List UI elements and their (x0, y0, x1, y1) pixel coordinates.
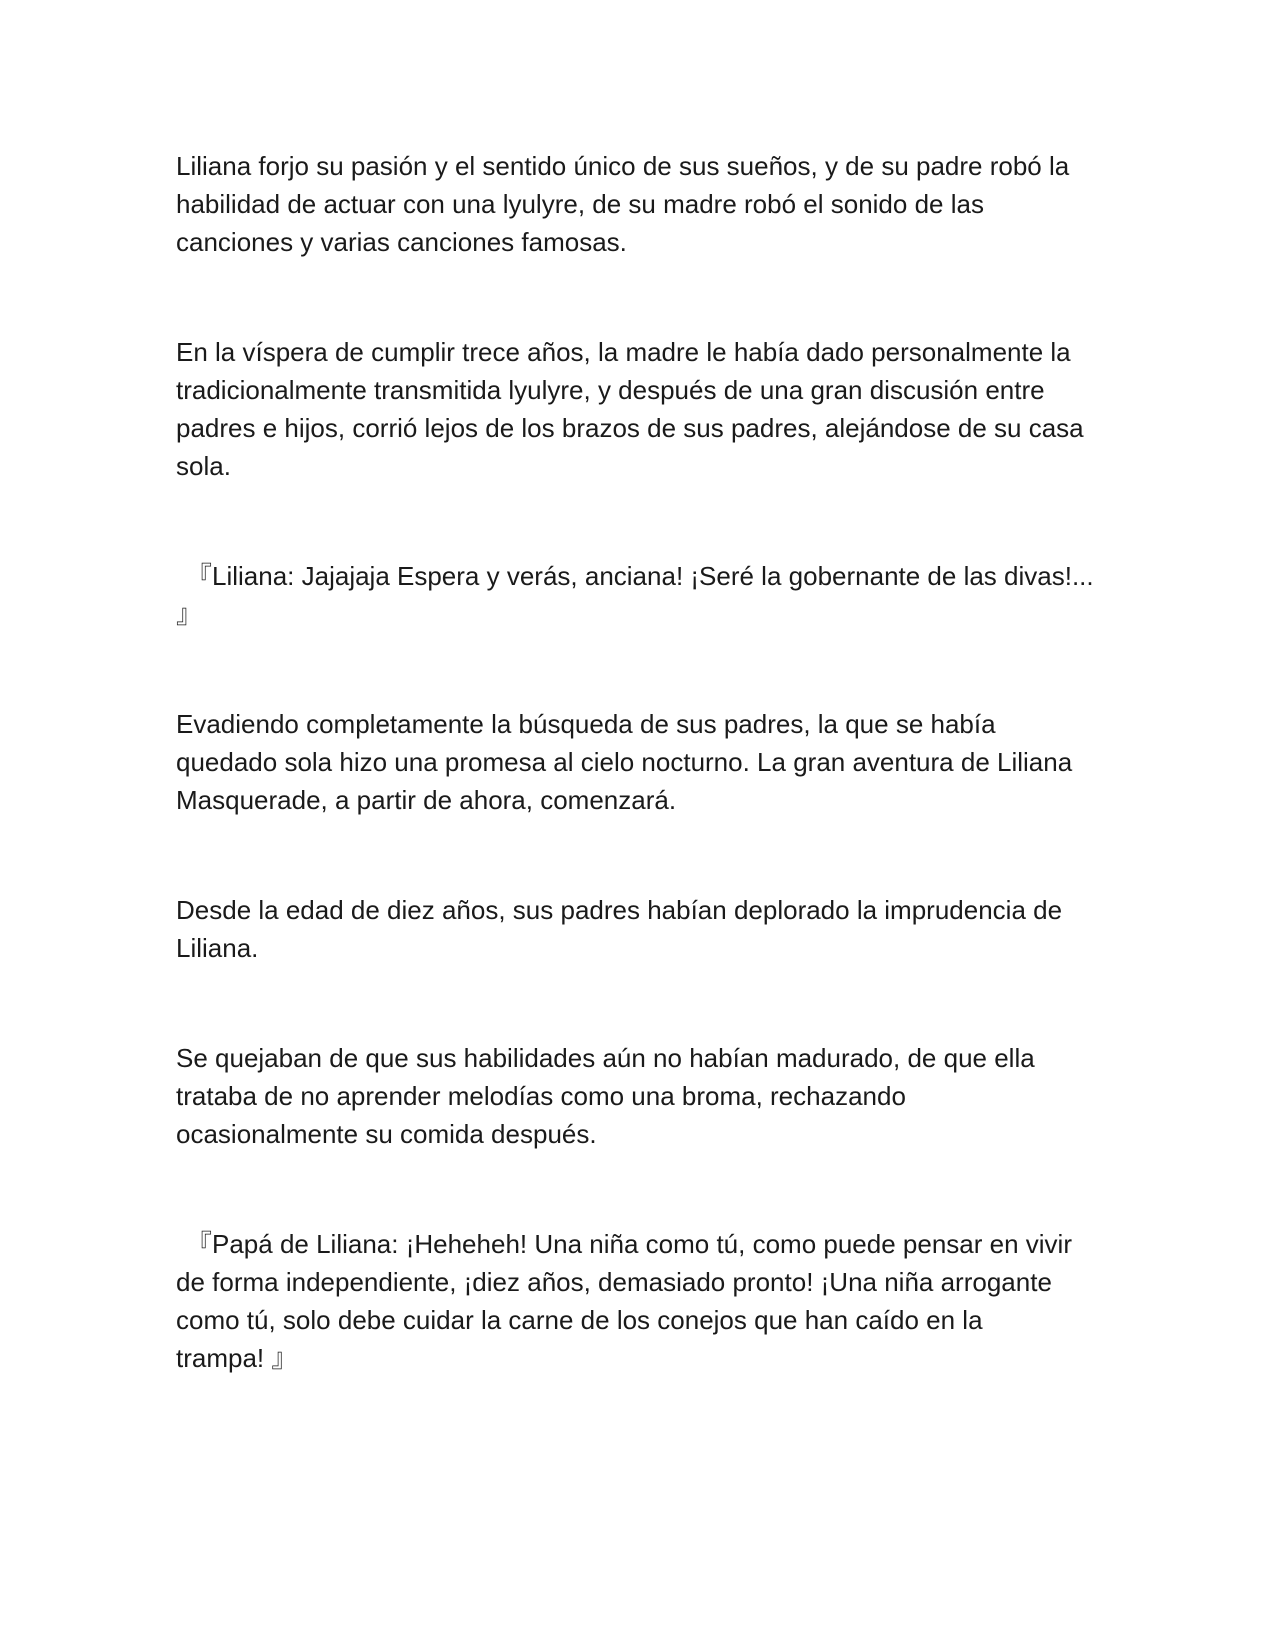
paragraph-4 (176, 705, 1096, 819)
dialogue-papa-de-liliana (176, 1225, 1096, 1377)
paragraph-2 (176, 333, 1096, 485)
text-line: 『Papá de Liliana: ¡Heheheh! Una niña como tú, como puede pensar en vivir (186, 1229, 1072, 1259)
text-line: trampa! 』 (176, 1343, 298, 1373)
text-line: como tú, solo debe cuidar la carne de los conejos que han caído en la (176, 1305, 983, 1335)
text-line: sola. (176, 451, 231, 481)
text-line: Liliana forjo su pasión y el sentido único de sus sueños, y de su padre robó la (176, 151, 1070, 181)
text-line: 『Liliana: Jajajaja Espera y verás, anciana! ¡Seré la gobernante de las divas!... (186, 561, 1094, 591)
text-line: Se quejaban de que sus habilidades aún no habían madurado, de que ella (176, 1043, 1035, 1073)
dialogue-liliana (176, 557, 1096, 633)
paragraph-5 (176, 891, 1096, 967)
text-line: ocasionalmente su comida después. (176, 1119, 597, 1149)
text-line: trataba de no aprender melodías como una broma, rechazando (176, 1081, 906, 1111)
document-body (176, 147, 1096, 1449)
text-line: Masquerade, a partir de ahora, comenzará. (176, 785, 677, 815)
text-line: quedado sola hizo una promesa al cielo nocturno. La gran aventura de Liliana (176, 747, 1073, 777)
text-line: 』 (176, 599, 203, 629)
text-line: padres e hijos, corrió lejos de los brazos de sus padres, alejándose de su casa (176, 413, 1084, 443)
paragraph-6 (176, 1039, 1096, 1153)
text-line: canciones y varias canciones famosas. (176, 227, 627, 257)
text-line: tradicionalmente transmitida lyulyre, y después de una gran discusión entre (176, 375, 1045, 405)
text-line: Evadiendo completamente la búsqueda de sus padres, la que se había (176, 709, 996, 739)
text-line: de forma independiente, ¡diez años, demasiado pronto! ¡Una niña arrogante (176, 1267, 1052, 1297)
paragraph-1 (176, 147, 1096, 261)
text-line: Liliana. (176, 933, 259, 963)
text-line: En la víspera de cumplir trece años, la madre le había dado personalmente la (176, 337, 1071, 367)
text-line: Desde la edad de diez años, sus padres habían deplorado la imprudencia de (176, 895, 1063, 925)
text-line: habilidad de actuar con una lyulyre, de su madre robó el sonido de las (176, 189, 984, 219)
